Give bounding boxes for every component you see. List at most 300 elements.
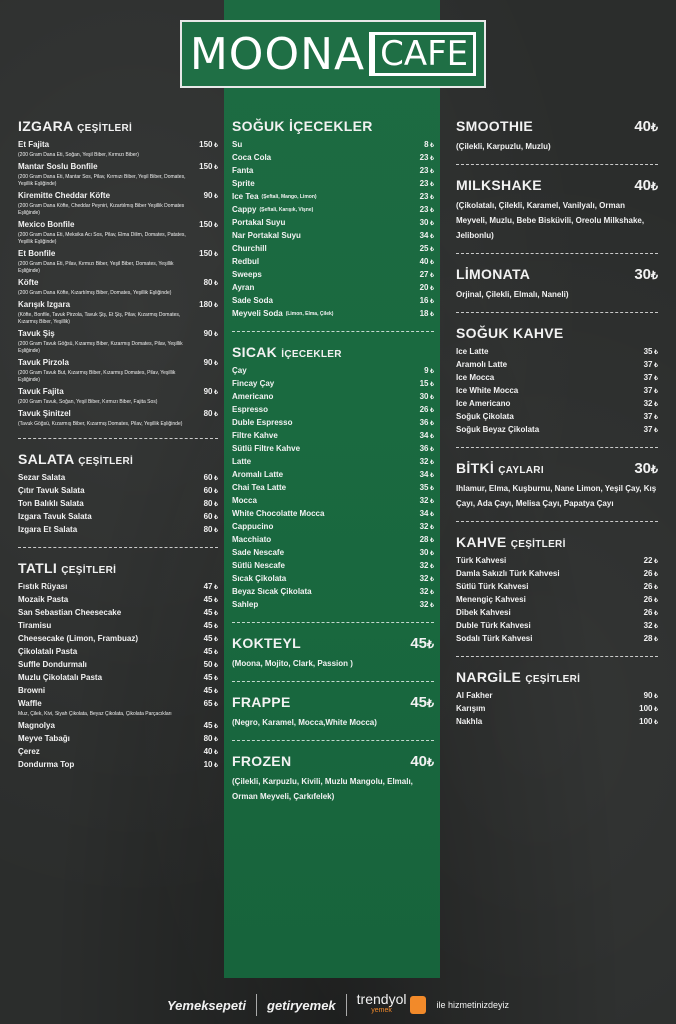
item-price: 32 ₺: [644, 398, 658, 411]
item-name: Nar Portakal Suyu: [232, 231, 301, 240]
item-price: 90 ₺: [204, 357, 218, 370]
section-text: (Çikolatalı, Çilekli, Karamel, Vanilyalı, Orman Meyveli, Muzlu, Bebe Bisküvili, Oreolu Milkshake, Jelibonlu): [456, 201, 645, 240]
item-name: Çikolatalı Pasta: [18, 647, 78, 656]
salata-section: [18, 451, 218, 537]
item-price: 26 ₺: [420, 404, 434, 417]
menu-item: [232, 508, 434, 521]
item-price: 28 ₺: [644, 633, 658, 646]
item-name: Ayran: [232, 283, 255, 292]
menu-item: [18, 328, 218, 341]
item-name: Cheesecake (Limon, Frambuaz): [18, 634, 139, 643]
item-price: 45 ₺: [204, 646, 218, 659]
menu-item: [18, 524, 218, 537]
item-name: Macchiato: [232, 535, 272, 544]
item-name: Mocca: [232, 496, 257, 505]
menu-item: [232, 573, 434, 586]
menu-item: [18, 386, 218, 399]
item-price: 15 ₺: [420, 378, 434, 391]
item-name: Mexico Bonfile: [18, 220, 75, 229]
item-note: (Limon, Elma, Çilek): [285, 311, 334, 317]
menu-item: [232, 404, 434, 417]
menu-item: [232, 430, 434, 443]
menu-item: [232, 295, 434, 308]
item-price: 34 ₺: [420, 430, 434, 443]
menu-item: [18, 633, 218, 646]
item-name: Menengiç Kahvesi: [456, 595, 526, 604]
menu-item: [18, 408, 218, 421]
menu-item: [232, 521, 434, 534]
section-title: IZGARA ÇEŞİTLERİ: [18, 118, 133, 134]
smoothie-section: [456, 118, 658, 154]
section-price: 45 ₺: [410, 694, 434, 711]
item-price: 37 ₺: [644, 385, 658, 398]
item-name: Fincay Çay: [232, 379, 275, 388]
item-name: Waffle: [18, 699, 42, 708]
item-price: 150 ₺: [199, 139, 218, 152]
menu-item: [456, 411, 658, 424]
item-price: 23 ₺: [420, 204, 434, 217]
item-price: 90 ₺: [204, 386, 218, 399]
menu-item: [456, 346, 658, 359]
soguk-icecek-section: [232, 118, 434, 321]
item-name: Cappucino: [232, 522, 274, 531]
menu-item: [232, 534, 434, 547]
item-name: Dondurma Top: [18, 760, 75, 769]
item-price: 22 ₺: [644, 555, 658, 568]
item-name: Latte: [232, 457, 252, 466]
item-name: Ice White Mocca: [456, 386, 519, 395]
item-name: Tavuk Fajita: [18, 387, 64, 396]
item-price: 18 ₺: [420, 308, 434, 321]
item-description: (Köfte, Bonfile, Tavuk Pirzola, Tavuk Şiş, Et Şiş, Pilav, Kızarmış Domates, Kızarmış Biber, Yeşillik): [18, 312, 181, 325]
section-title: NARGİLE ÇEŞİTLERİ: [456, 669, 581, 685]
section-text: Ihlamur, Elma, Kuşburnu, Nane Limon, Yeşil Çay, Kış Çayı, Ada Çayı, Melisa Çayı, Papatya Çayı: [456, 484, 657, 508]
item-name: Et Bonfile: [18, 249, 56, 258]
item-name: San Sebastian Cheesecake: [18, 608, 122, 617]
menu-item: [232, 191, 434, 204]
item-price: 80 ₺: [204, 408, 218, 421]
right-column: [456, 118, 658, 729]
milkshake-section: [456, 177, 658, 243]
divider: [456, 312, 658, 313]
menu-item: [232, 560, 434, 573]
item-price: 45 ₺: [204, 720, 218, 733]
item-name: Cappy: [232, 205, 257, 214]
menu-item: [232, 204, 434, 217]
item-price: 80 ₺: [204, 277, 218, 290]
item-price: 60 ₺: [204, 511, 218, 524]
item-name: Soğuk Çikolata: [456, 412, 514, 421]
menu-item: [232, 391, 434, 404]
middle-column: [232, 118, 434, 804]
menu-item: [18, 219, 218, 232]
item-name: Su: [232, 140, 243, 149]
menu-item: [232, 217, 434, 230]
divider: [456, 521, 658, 522]
item-price: 80 ₺: [204, 524, 218, 537]
item-name: Izgara Et Salata: [18, 525, 78, 534]
menu-item: [18, 161, 218, 174]
item-price: 30 ₺: [420, 391, 434, 404]
logo: [180, 20, 486, 88]
item-price: 90 ₺: [204, 190, 218, 203]
item-price: 30 ₺: [420, 547, 434, 560]
item-name: Sütlü Filtre Kahve: [232, 444, 301, 453]
menu-item: [18, 139, 218, 152]
item-price: 23 ₺: [420, 152, 434, 165]
item-price: 26 ₺: [644, 594, 658, 607]
menu-item: [18, 357, 218, 370]
section-title: TATLI ÇEŞİTLERİ: [18, 560, 117, 576]
item-name: Sweeps: [232, 270, 262, 279]
item-price: 32 ₺: [420, 495, 434, 508]
item-name: Ice Tea: [232, 192, 259, 201]
divider: [456, 164, 658, 165]
item-price: 10 ₺: [204, 759, 218, 772]
section-text: (Moona, Mojito, Clark, Passion ): [232, 659, 353, 668]
item-price: 32 ₺: [420, 521, 434, 534]
item-name: Muzlu Çikolatalı Pasta: [18, 673, 103, 682]
left-column: [18, 118, 218, 772]
menu-item: [456, 424, 658, 437]
item-description: (200 Gram Dana Eti, Pilav, Kırmızı Biber, Yeşil Biber, Domates, Yeşillik Eşliğinde): [18, 261, 174, 274]
soguk-icecek-list: [232, 139, 434, 321]
menu-item: [18, 485, 218, 498]
menu-item: [232, 378, 434, 391]
item-name: Sodalı Türk Kahvesi: [456, 634, 533, 643]
item-price: 23 ₺: [420, 191, 434, 204]
item-description: (200 Gram Dana Köfte, Kızartılmış Biber, Domates, Yeşillik Eşliğinde): [18, 290, 172, 296]
item-price: 32 ₺: [644, 620, 658, 633]
section-title: FRAPPE: [232, 694, 291, 710]
item-name: Mozaik Pasta: [18, 595, 69, 604]
item-description: (200 Gram Tavuk, Soğan, Yeşil Biber, Kırmızı Biber, Fajita Sos): [18, 399, 158, 405]
soguk-kahve-list: [456, 346, 658, 437]
item-note: (Şeftali, Mango, Limon): [261, 194, 317, 200]
item-name: Fıstık Rüyası: [18, 582, 68, 591]
item-description: (200 Gram Dana Eti, Soğan, Yeşil Biber, Kırmızı Biber): [18, 152, 139, 158]
divider: [456, 656, 658, 657]
menu-item: [232, 456, 434, 469]
item-name: Sıcak Çikolata: [232, 574, 287, 583]
salata-list: [18, 472, 218, 537]
divider: [18, 547, 218, 548]
item-price: 60 ₺: [204, 472, 218, 485]
tatli-list: [18, 581, 218, 772]
section-price: 40 ₺: [410, 753, 434, 770]
item-price: 32 ₺: [420, 586, 434, 599]
menu-item: [18, 594, 218, 607]
bitki-section: [456, 460, 658, 511]
item-price: 45 ₺: [204, 672, 218, 685]
item-name: Portakal Suyu: [232, 218, 286, 227]
item-name: Tavuk Pirzola: [18, 358, 69, 367]
item-price: 32 ₺: [420, 573, 434, 586]
menu-item: [18, 698, 218, 711]
section-text: (Çilekli, Karpuzlu, Kivili, Muzlu Mangolu, Elmalı, Orman Meyveli, Çarkıfelek): [232, 777, 413, 801]
menu-item: [18, 672, 218, 685]
item-name: Al Fakher: [456, 691, 493, 700]
item-price: 36 ₺: [420, 417, 434, 430]
menu-item: [232, 417, 434, 430]
menu-item: [456, 703, 658, 716]
item-name: Tiramisu: [18, 621, 52, 630]
menu-item: [232, 152, 434, 165]
menu-item: [456, 581, 658, 594]
item-description: Muz, Çilek, Kivi, Siyah Çikolata, Beyaz Çikolata, Çikolata Parçacıkları: [18, 711, 172, 717]
item-price: 9 ₺: [424, 365, 434, 378]
item-name: Et Fajita: [18, 140, 50, 149]
item-name: Damla Sakızlı Türk Kahvesi: [456, 569, 560, 578]
item-price: 32 ₺: [420, 560, 434, 573]
menu-item: [232, 599, 434, 612]
menu-item: [456, 568, 658, 581]
item-price: 150 ₺: [199, 161, 218, 174]
item-price: 32 ₺: [420, 456, 434, 469]
item-name: Sütlü Türk Kahvesi: [456, 582, 529, 591]
item-price: 37 ₺: [644, 359, 658, 372]
section-title: KAHVE ÇEŞİTLERİ: [456, 534, 566, 550]
item-name: Tavuk Şinitzel: [18, 409, 71, 418]
item-price: 36 ₺: [420, 443, 434, 456]
footer: [0, 986, 676, 1024]
menu-item: [18, 720, 218, 733]
menu-item: [456, 690, 658, 703]
item-description: (Tavuk Göğsü, Kızarmış Biber, Kızarmış Domates, Pilav, Yeşillik Eşliğinde): [18, 421, 183, 427]
item-name: Churchill: [232, 244, 267, 253]
soguk-kahve-section: [456, 325, 658, 437]
item-name: Chai Tea Latte: [232, 483, 287, 492]
section-price: 30 ₺: [634, 266, 658, 283]
menu-item: [18, 472, 218, 485]
frappe-section: [232, 694, 434, 730]
item-price: 27 ₺: [420, 269, 434, 282]
section-title: LİMONATA: [456, 266, 531, 282]
trendyol-logo[interactable]: trendyol yemek: [356, 991, 407, 1014]
item-price: 37 ₺: [644, 372, 658, 385]
item-name: Browni: [18, 686, 46, 695]
menu-item: [456, 607, 658, 620]
item-name: Kiremitte Cheddar Köfte: [18, 191, 111, 200]
item-name: Duble Türk Kahvesi: [456, 621, 531, 630]
item-description: (200 Gram Dana Eti, Mantar Sos, Pilav, Kırmızı Biber, Yeşil Biber, Domates, Yeşillik Eşliğinde): [18, 174, 186, 187]
menu-item: [232, 308, 434, 321]
item-name: Köfte: [18, 278, 39, 287]
getiryemek-logo[interactable]: getiryemek: [267, 997, 336, 1013]
frozen-section: [232, 753, 434, 804]
limonata-section: [456, 266, 658, 302]
item-price: 80 ₺: [204, 733, 218, 746]
menu-item: [232, 243, 434, 256]
menu-item: [18, 277, 218, 290]
menu-item: [456, 385, 658, 398]
logo-main: MOONA: [189, 28, 366, 80]
item-name: Mantar Soslu Bonfile: [18, 162, 98, 171]
divider: [232, 681, 434, 682]
menu-item: [18, 733, 218, 746]
item-name: Ton Balıklı Salata: [18, 499, 84, 508]
item-price: 47 ₺: [204, 581, 218, 594]
item-price: 25 ₺: [420, 243, 434, 256]
item-name: Ice Latte: [456, 347, 489, 356]
item-price: 60 ₺: [204, 485, 218, 498]
item-name: Aramolı Latte: [456, 360, 508, 369]
item-price: 100 ₺: [639, 716, 658, 729]
item-price: 65 ₺: [204, 698, 218, 711]
item-price: 180 ₺: [199, 299, 218, 312]
menu-item: [456, 555, 658, 568]
item-name: Sade Soda: [232, 296, 273, 305]
item-name: Ice Mocca: [456, 373, 495, 382]
logo-cafe: CAFE: [369, 32, 476, 76]
section-title: SOĞUK KAHVE: [456, 325, 564, 341]
item-price: 45 ₺: [204, 620, 218, 633]
item-description: (200 Gram Dana Köfte, Cheddar Peyniri, Kızartılmış Biber Yeşillik Domates Eşliğinde): [18, 203, 185, 216]
item-description: (200 Gram Tavuk But, Kızarmış Biber, Kızarmış Domates, Pilav, Yeşillik Eşliğinde): [18, 370, 176, 383]
item-price: 28 ₺: [420, 534, 434, 547]
item-name: Beyaz Sıcak Çikolata: [232, 587, 312, 596]
menu-item: [18, 620, 218, 633]
item-price: 80 ₺: [204, 498, 218, 511]
item-price: 32 ₺: [420, 599, 434, 612]
menu-item: [18, 759, 218, 772]
item-price: 150 ₺: [199, 248, 218, 261]
item-name: White Chocolatte Mocca: [232, 509, 325, 518]
menu-item: [456, 359, 658, 372]
menu-item: [456, 633, 658, 646]
item-price: 90 ₺: [644, 690, 658, 703]
item-name: Americano: [232, 392, 274, 401]
item-name: Meyveli Soda: [232, 309, 283, 318]
menu-item: [232, 269, 434, 282]
kahve-section: [456, 534, 658, 646]
item-price: 23 ₺: [420, 165, 434, 178]
item-price: 45 ₺: [204, 594, 218, 607]
menu-item: [456, 398, 658, 411]
section-price: 40 ₺: [634, 177, 658, 194]
menu-item: [232, 586, 434, 599]
menu-item: [232, 178, 434, 191]
item-price: 20 ₺: [420, 282, 434, 295]
izgara-list: [18, 139, 218, 428]
divider: [456, 253, 658, 254]
menu-item: [18, 511, 218, 524]
section-price: 30 ₺: [634, 460, 658, 477]
item-price: 45 ₺: [204, 607, 218, 620]
item-price: 30 ₺: [420, 217, 434, 230]
izgara-section: [18, 118, 218, 428]
item-price: 37 ₺: [644, 411, 658, 424]
item-name: Karışım: [456, 704, 486, 713]
divider: [232, 740, 434, 741]
item-name: Sezar Salata: [18, 473, 66, 482]
item-price: 16 ₺: [420, 295, 434, 308]
item-price: 90 ₺: [204, 328, 218, 341]
section-title: SICAK İÇECEKLER: [232, 344, 342, 360]
item-price: 150 ₺: [199, 219, 218, 232]
menu-item: [456, 620, 658, 633]
menu-item: [18, 190, 218, 203]
item-price: 35 ₺: [644, 346, 658, 359]
section-title: KOKTEYL: [232, 635, 301, 651]
menu-item: [456, 716, 658, 729]
item-name: Aromalı Latte: [232, 470, 284, 479]
divider: [456, 447, 658, 448]
menu-item: [456, 372, 658, 385]
section-title: SALATA ÇEŞİTLERİ: [18, 451, 134, 467]
item-price: 37 ₺: [644, 424, 658, 437]
item-name: Sahlep: [232, 600, 259, 609]
kahve-list: [456, 555, 658, 646]
nargile-list: [456, 690, 658, 729]
item-price: 45 ₺: [204, 633, 218, 646]
yemeksepeti-logo[interactable]: Yemeksepeti: [166, 997, 246, 1013]
item-name: Türk Kahvesi: [456, 556, 507, 565]
section-price: 45 ₺: [410, 635, 434, 652]
section-title: SMOOTHIE: [456, 118, 534, 134]
menu-item: [18, 581, 218, 594]
item-name: Sütlü Nescafe: [232, 561, 285, 570]
item-name: Nakhla: [456, 717, 483, 726]
item-name: Dibek Kahvesi: [456, 608, 511, 617]
divider: [232, 622, 434, 623]
item-price: 34 ₺: [420, 230, 434, 243]
item-name: Filtre Kahve: [232, 431, 278, 440]
item-price: 34 ₺: [420, 469, 434, 482]
item-price: 23 ₺: [420, 178, 434, 191]
item-name: Meyve Tabağı: [18, 734, 70, 743]
divider: [18, 438, 218, 439]
sicak-section: [232, 344, 434, 612]
menu-item: [232, 165, 434, 178]
footer-separator: [256, 994, 257, 1016]
menu-item: [232, 230, 434, 243]
menu-item: [232, 443, 434, 456]
footer-separator: [346, 994, 347, 1016]
section-title: FROZEN: [232, 753, 292, 769]
menu-item: [232, 495, 434, 508]
menu-item: [18, 646, 218, 659]
menu-item: [18, 685, 218, 698]
section-text: Orjinal, Çilekli, Elmalı, Naneli): [456, 290, 569, 299]
item-description: (200 Gram Dana Eti, Meksika Acı Sos, Pilav, Elma Dilim, Domates, Patates, Yeşillik Eşliğinde): [18, 232, 186, 245]
item-name: Karışık Izgara: [18, 300, 71, 309]
tatli-section: [18, 560, 218, 772]
item-name: Soğuk Beyaz Çikolata: [456, 425, 540, 434]
item-price: 26 ₺: [644, 581, 658, 594]
footer-tagline: ile hizmetinizdeyiz: [436, 1000, 509, 1010]
section-title: BİTKİ ÇAYLARI: [456, 460, 544, 476]
menu-item: [232, 139, 434, 152]
menu-item: [456, 594, 658, 607]
item-price: 35 ₺: [420, 482, 434, 495]
menu-item: [18, 248, 218, 261]
menu-item: [232, 482, 434, 495]
item-name: Duble Espresso: [232, 418, 293, 427]
item-name: Magnolya: [18, 721, 55, 730]
item-price: 8 ₺: [424, 139, 434, 152]
item-name: Izgara Tavuk Salata: [18, 512, 92, 521]
item-price: 100 ₺: [639, 703, 658, 716]
item-name: Redbul: [232, 257, 260, 266]
section-title: SOĞUK İÇECEKLER: [232, 118, 373, 134]
menu-item: [18, 498, 218, 511]
item-name: Çıtır Tavuk Salata: [18, 486, 85, 495]
menu-item: [18, 659, 218, 672]
item-name: Sade Nescafe: [232, 548, 285, 557]
item-name: Fanta: [232, 166, 254, 175]
item-name: Espresso: [232, 405, 269, 414]
